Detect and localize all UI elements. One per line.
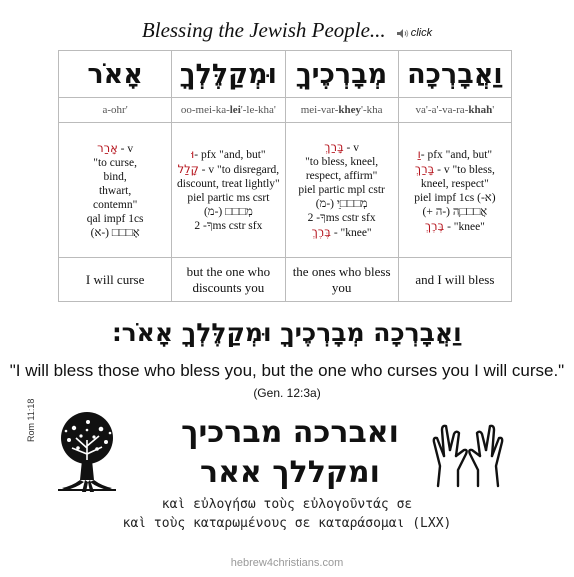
meaning-row [59, 258, 512, 302]
grammar-cell [398, 123, 511, 258]
grammar-text: piel partic mpl cstr [298, 184, 385, 196]
grammar-text: "to curse, [93, 156, 137, 169]
grammar-line [289, 225, 395, 240]
grammar-text: discount, treat lightly" [177, 178, 280, 190]
grammar-text: - "knee" [444, 220, 485, 233]
grammar-line [62, 226, 168, 240]
hebrew-line-1: ואברכה מברכיך [181, 415, 399, 450]
septuagint-text [0, 495, 574, 533]
grammar-line [402, 147, 508, 162]
grammar-text: מְ□□□ (-מ) [203, 206, 253, 218]
grammar-line [62, 184, 168, 198]
grammar-cell [285, 123, 398, 258]
grammar-text: piel partic ms csrt [187, 192, 270, 204]
hebrew-word-row [59, 51, 512, 98]
grammar-text: kneel, respect" [420, 177, 489, 190]
grammar-line [402, 162, 508, 177]
hebrew-root: בֶּרֶךְ [424, 218, 445, 233]
transliteration-cell: va'-a'-va-ra-khah' [398, 98, 511, 123]
grammar-line [289, 169, 395, 183]
meaning-cell: I will curse [59, 258, 172, 302]
grammar-text: - v "to bless, [434, 163, 495, 176]
grammar-line [175, 162, 281, 177]
greek-line-2: καὶ τοὺς καταρωμένους σε καταράσομαι (LXX) [122, 516, 452, 531]
grammar-text: respect, affirm" [305, 170, 378, 182]
title-row [0, 18, 574, 43]
grammar-analysis-row [59, 123, 512, 258]
grammar-line [289, 155, 395, 169]
grammar-text: - pfx "and, but" [194, 149, 266, 161]
audio-click-label: click [410, 27, 433, 40]
grammar-line [289, 140, 395, 155]
hebrew-root: וּ [191, 147, 195, 161]
grammar-cell [172, 123, 285, 258]
grammar-cell [59, 123, 172, 258]
grammar-line [402, 191, 508, 205]
verse-translation [0, 360, 574, 404]
transliteration-cell: oo-mei-ka-lei'-le-kha' [172, 98, 285, 123]
grammar-text: אֶ□□□ (-א) [90, 226, 140, 239]
hebrew-word-cell: אָאֹר [59, 51, 172, 98]
grammar-text: ךָ- 2ms cstr sfx [307, 212, 376, 224]
grammar-line [62, 198, 168, 212]
page-title: Blessing the Jewish People... [141, 18, 386, 42]
hebrew-word-cell: מְבָרְכֶיךָ [285, 51, 398, 98]
grammar-line [62, 170, 168, 184]
transliteration-row [59, 98, 512, 123]
hebrew-root: אָרַר [97, 140, 118, 155]
grammar-line [402, 205, 508, 219]
grammar-text: "to bless, kneel, [305, 156, 379, 168]
hebrew-root: בָּרַךְ [324, 140, 344, 154]
hebrew-word-cell: וּמְקַלֶּלְךָ [172, 51, 285, 98]
grammar-line [289, 211, 395, 225]
hebrew-line-2: ומקללך אאר [200, 455, 380, 490]
tree-icon [44, 410, 130, 496]
audio-play-button[interactable] [396, 27, 432, 39]
grammar-text: - pfx "and, but" [420, 148, 493, 161]
grammar-text: qal impf 1cs [86, 212, 144, 225]
meaning-cell: the ones who bless you [285, 258, 398, 302]
grammar-line [62, 212, 168, 226]
grammar-line [175, 177, 281, 191]
grammar-text: thwart, [98, 184, 132, 197]
grammar-text: bind, [103, 170, 127, 183]
transliteration-cell: a-ohr' [59, 98, 172, 123]
hebrew-root: בֶּרֶךְ [311, 225, 331, 239]
verse-hebrew-unpointed [150, 413, 430, 493]
grammar-line [402, 219, 508, 234]
grammar-line [62, 141, 168, 156]
blessing-hands-icon [428, 422, 508, 490]
grammar-line [289, 197, 395, 211]
grammar-text: מְ□□□ֵי (-מ) [315, 198, 368, 210]
grammar-line [402, 177, 508, 191]
grammar-text: - "knee" [330, 227, 372, 239]
transliteration-cell: mei-var-khey'-kha [285, 98, 398, 123]
verse-hebrew-pointed: וַאֲבָרְכָה מְבָרְכֶיךָ וּמְקַלֶּלְךָ אָאֹר׃ [112, 318, 462, 347]
verse-reference: (Gen. 12:3a) [253, 386, 321, 400]
side-reference: Rom 11:18 [26, 398, 36, 442]
grammar-text: contemn" [92, 198, 138, 211]
grammar-line [175, 219, 281, 233]
greek-line-1: καὶ εὐλογήσω τοὺς εὐλογοῦντάς σε [161, 497, 413, 512]
grammar-text: ךָ- 2ms cstr sfx [194, 220, 263, 232]
grammar-text: - v [343, 142, 359, 154]
speaker-icon [396, 28, 409, 39]
hebrew-word-cell: וַאֲבָרְכָה [398, 51, 511, 98]
grammar-line [62, 156, 168, 170]
grammar-text: - v "to disregard, [198, 164, 280, 176]
word-analysis-table [58, 50, 512, 302]
grammar-line [175, 191, 281, 205]
grammar-text: piel impf 1cs (-א) [414, 191, 496, 204]
grammar-text: אֲ□□□ָה (-ה +) [422, 205, 488, 218]
meaning-cell: and I will bless [398, 258, 511, 302]
grammar-line [289, 183, 395, 197]
hebrew-root: וַ [417, 146, 421, 161]
meaning-cell: but the one who discounts you [172, 258, 285, 302]
site-footer[interactable]: hebrew4christians.com [230, 557, 344, 569]
hebrew-root: קָלַל [177, 162, 199, 176]
grammar-text: - v [117, 142, 134, 155]
grammar-line [175, 205, 281, 219]
grammar-line [175, 147, 281, 162]
translation-text: "I will bless those who bless you, but the one who curses you I will curse." [9, 361, 565, 380]
hebrew-root: בָּרַךְ [414, 161, 435, 176]
